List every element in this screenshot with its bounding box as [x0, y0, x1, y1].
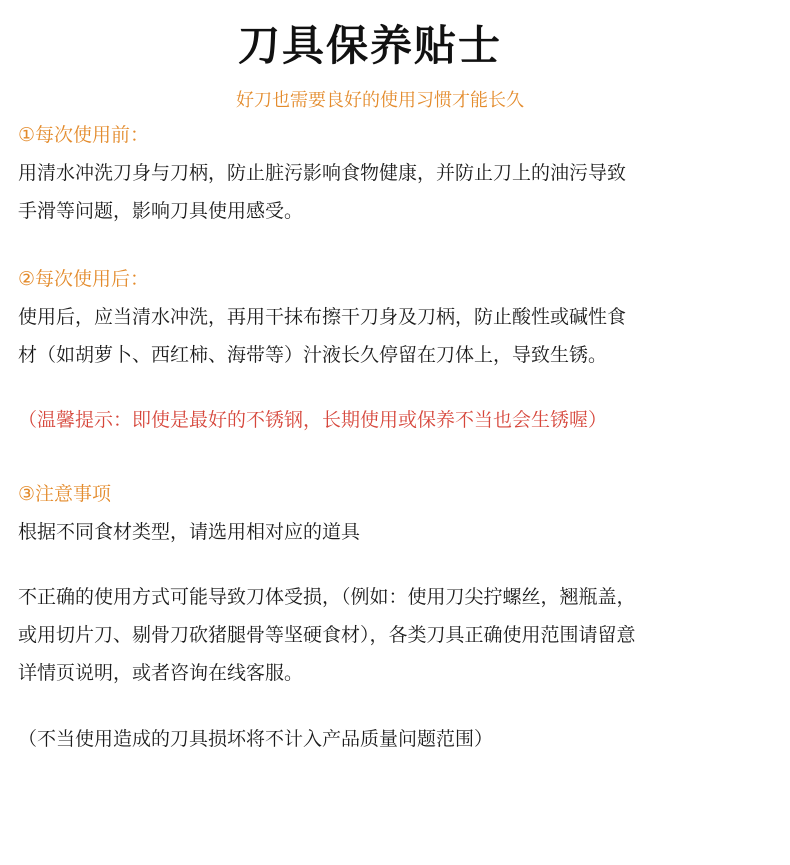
- section-heading-notes: ③注意事项: [18, 483, 112, 505]
- section-text-line: 用清水冲洗刀身与刀柄，防止脏污影响食物健康，并防止刀上的油污导致: [18, 162, 627, 184]
- section-text-line: 根据不同食材类型，请选用相对应的道具: [18, 521, 361, 543]
- section-text-line: 不正确的使用方式可能导致刀体受损，（例如：使用刀尖拧螺丝，翘瓶盖，: [18, 586, 636, 608]
- section-notes: [18, 475, 778, 551]
- section-after-use: [18, 260, 778, 374]
- section-heading-after-use: ②每次使用后：: [18, 268, 150, 290]
- section-text-line: 材（如胡萝卜、西红柿、海带等）汁液长久停留在刀体上，导致生锈。: [18, 344, 608, 366]
- section-text-line: 或用切片刀、剔骨刀砍猪腿骨等坚硬食材），各类刀具正确使用范围请留意: [18, 624, 636, 646]
- section-text-line: 手滑等问题，影响刀具使用感受。: [18, 200, 304, 222]
- section-misuse: [18, 578, 778, 692]
- footer-note: （不当使用造成的刀具损坏将不计入产品质量问题范围）: [18, 728, 494, 750]
- warning-note: （温馨提示：即使是最好的不锈钢，长期使用或保养不当也会生锈喔）: [18, 409, 608, 431]
- page-subtitle: 好刀也需要良好的使用习惯才能长久: [236, 90, 524, 111]
- section-text-line: 使用后，应当清水冲洗，再用干抹布擦干刀身及刀柄，防止酸性或碱性食: [18, 306, 627, 328]
- section-before-use: [18, 116, 778, 230]
- page-title: 刀具保养贴士: [237, 21, 502, 70]
- section-heading-before-use: ①每次使用前：: [18, 124, 150, 146]
- section-text-line: 详情页说明，或者咨询在线客服。: [18, 662, 304, 684]
